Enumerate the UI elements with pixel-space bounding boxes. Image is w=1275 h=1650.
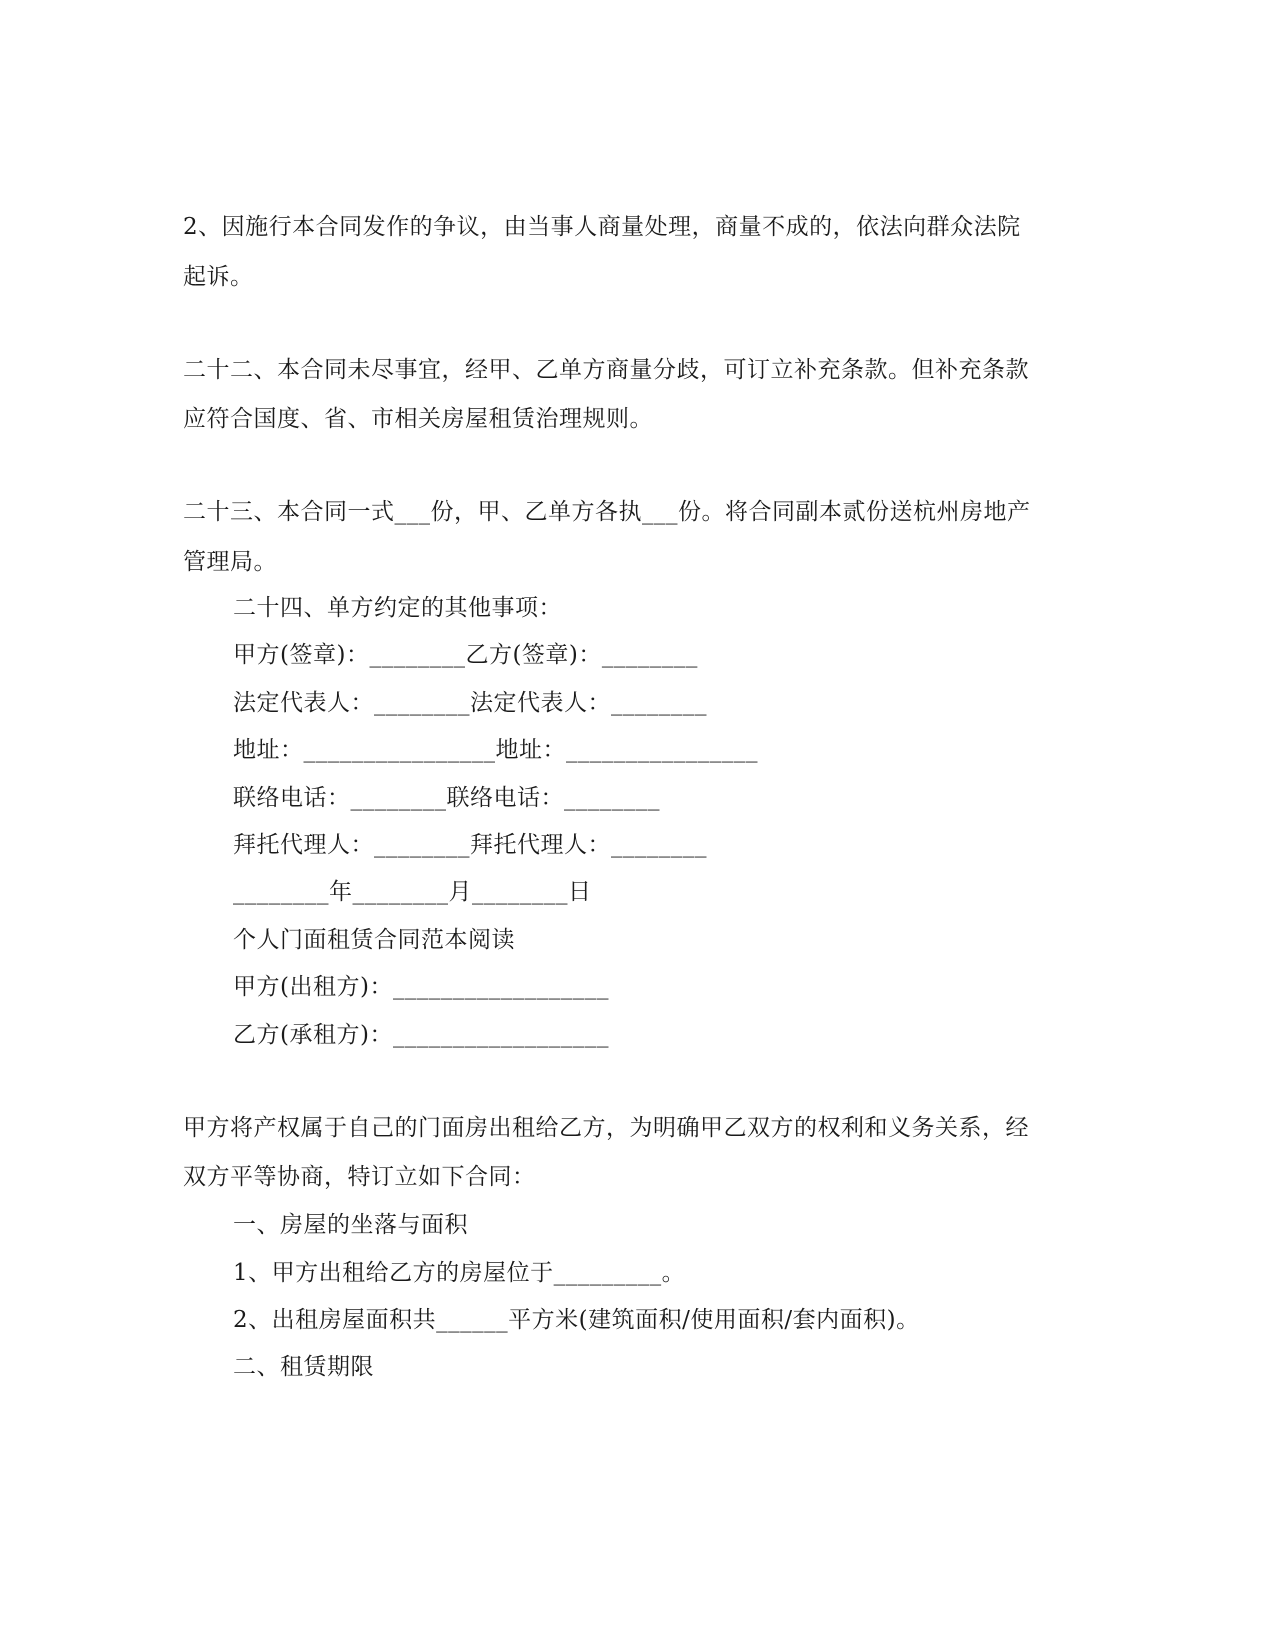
party-line: 甲方(出租方)：__________________	[233, 974, 609, 1000]
text-line: 起诉。	[183, 264, 254, 290]
signature-line: 联络电话：________联络电话：________	[233, 785, 660, 811]
signature-line: 法定代表人：________法定代表人：________	[233, 690, 707, 716]
text-line: 二十四、单方约定的其他事项：	[233, 595, 562, 621]
text-line: 应符合国度、省、市相关房屋租赁治理规则。	[183, 406, 653, 432]
date-line: ________年________月________日	[233, 879, 592, 905]
signature-line: 拜托代理人：________拜托代理人：________	[233, 832, 707, 858]
section-heading: 一、房屋的坐落与面积	[233, 1212, 468, 1238]
signature-line: 地址：________________地址：________________	[233, 737, 758, 763]
party-line: 乙方(承租方)：__________________	[233, 1022, 609, 1048]
text-line: 二十二、本合同未尽事宜，经甲、乙单方商量分歧，可订立补充条款。但补充条款	[183, 357, 1029, 383]
text-line: 1、甲方出租给乙方的房屋位于_________。	[233, 1260, 686, 1286]
text-line: 2、出租房屋面积共______平方米(建筑面积/使用面积/套内面积)。	[233, 1307, 920, 1333]
text-line: 双方平等协商，特订立如下合同：	[183, 1164, 536, 1190]
signature-line: 甲方(签章)：________乙方(签章)：________	[233, 642, 698, 668]
text-line: 2、因施行本合同发作的争议，由当事人商量处理，商量不成的，依法向群众法院	[183, 214, 1021, 240]
section-title: 个人门面租赁合同范本阅读	[233, 927, 515, 953]
text-line: 管理局。	[183, 549, 277, 575]
text-line: 二十三、本合同一式___份，甲、乙单方各执___份。将合同副本贰份送杭州房地产	[183, 499, 1031, 525]
section-heading: 二、租赁期限	[233, 1354, 374, 1380]
text-line: 甲方将产权属于自己的门面房出租给乙方，为明确甲乙双方的权利和义务关系，经	[183, 1115, 1029, 1141]
